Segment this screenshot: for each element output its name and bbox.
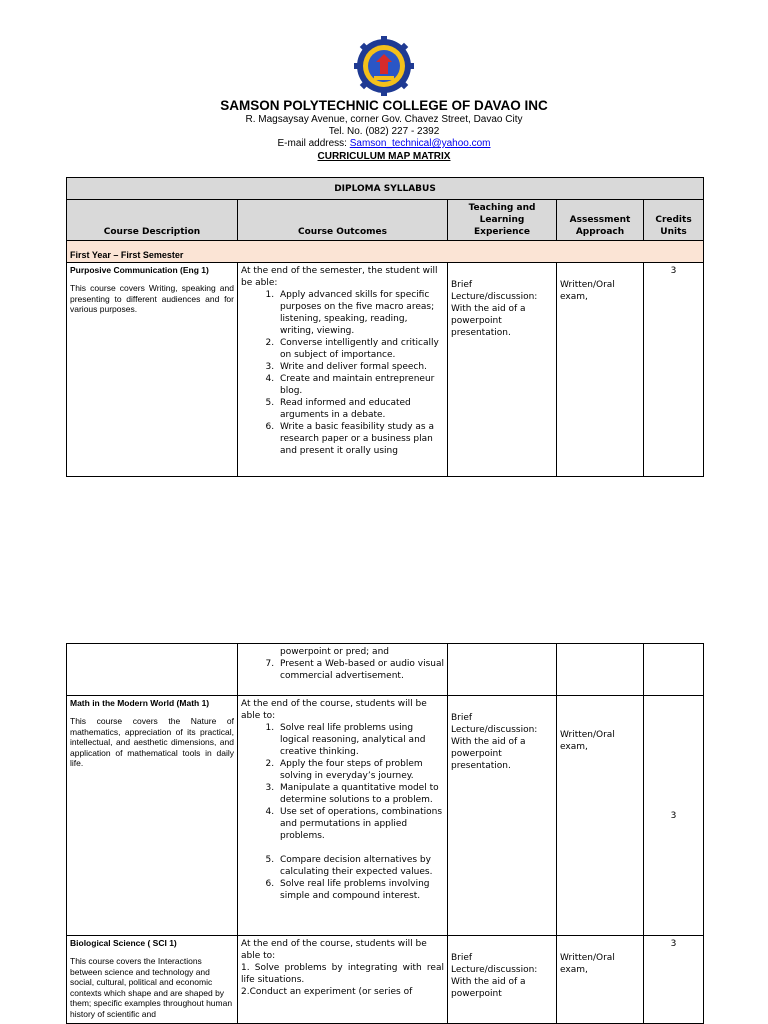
course-title: Math in the Modern World (Math 1) <box>70 698 210 708</box>
teaching-cell <box>448 936 557 1024</box>
table-row <box>67 696 704 936</box>
col-header-assessment: Assessment Approach <box>557 200 644 241</box>
course-title: Biological Science ( SCI 1) <box>70 938 177 948</box>
teaching-text: Brief Lecture/discussion: With the aid of a powerpoint <box>451 953 538 999</box>
col-header-teaching: Teaching and Learning Experience <box>448 200 557 241</box>
list-item: 1. Solve real life problems using logical reasoning, analytical and creative thinking. <box>277 722 444 758</box>
list-item: 7. Present a Web-based or audio visual commercial advertisement. <box>277 658 444 682</box>
outcomes-intro: At the end of the semester, the student will be able: <box>241 266 438 288</box>
list-item: 1. Solve problems by integrating with real life situations. <box>241 963 444 985</box>
col-header-description: Course Description <box>67 200 238 241</box>
assessment-text: Written/Oral exam, <box>560 730 615 752</box>
outcomes-list <box>241 289 444 457</box>
assessment-text: Written/Oral exam, <box>560 953 615 975</box>
list-item: 2. Converse intelligently and critically on subject of importance. <box>277 337 444 361</box>
course-outcomes-cell <box>238 936 448 1024</box>
course-description: This course covers Writing, speaking and presenting to different audiences and for various purposes. <box>70 283 234 314</box>
course-title: Purposive Communication (Eng 1) <box>70 265 209 275</box>
outcomes-intro: At the end of the course, students will be able to: <box>241 699 427 721</box>
list-item: 6. Solve real life problems involving simple and compound interest. <box>277 878 444 902</box>
table-banner: DIPLOMA SYLLABUS <box>67 178 704 200</box>
credits-cell: 3 <box>644 263 704 477</box>
college-name: SAMSON POLYTECHNIC COLLEGE OF DAVAO INC <box>220 98 548 113</box>
document-title: CURRICULUM MAP MATRIX <box>317 151 451 162</box>
table-row <box>67 936 704 1024</box>
email-link[interactable]: Samson_technical@yahoo.com <box>349 138 491 149</box>
assessment-cell <box>557 644 644 696</box>
list-item: 5. Read informed and educated arguments in a debate. <box>277 397 444 421</box>
teaching-cell <box>448 263 557 477</box>
assessment-text: Written/Oral exam, <box>560 280 615 302</box>
credits-cell: 3 <box>644 696 704 936</box>
outcomes-list <box>241 962 444 998</box>
table-row <box>67 263 704 477</box>
credits-cell: 3 <box>644 936 704 1024</box>
list-item: 5. Compare decision alternatives by calculating their expected values. <box>277 854 444 878</box>
assessment-cell <box>557 696 644 936</box>
course-description: This course covers the Nature of mathematics, appreciation of its practical, intellectual, and aesthetic dimensions, and application of mathematical tools in daily life. <box>70 716 234 768</box>
outcomes-list <box>241 722 444 842</box>
col-header-outcomes: Course Outcomes <box>238 200 448 241</box>
course-description-cell <box>67 263 238 477</box>
teaching-text: Brief Lecture/discussion: With the aid of a powerpoint presentation. <box>451 280 538 338</box>
list-item: 4. Create and maintain entrepreneur blog. <box>277 373 444 397</box>
teaching-cell <box>448 644 557 696</box>
course-description-cell <box>67 644 238 696</box>
college-email-line <box>0 138 768 149</box>
outcomes-continued: powerpoint or pred; and <box>280 647 389 657</box>
curriculum-table-part-1 <box>66 177 704 477</box>
assessment-cell <box>557 263 644 477</box>
col-header-credits: Credits Units <box>644 200 704 241</box>
list-item: 3. Write and deliver formal speech. <box>277 361 444 373</box>
list-item: 2. Apply the four steps of problem solving in everyday’s journey. <box>277 758 444 782</box>
college-telephone: Tel. No. (082) 227 - 2392 <box>328 126 440 137</box>
assessment-cell <box>557 936 644 1024</box>
outcomes-intro: At the end of the course, students will be able to: <box>241 939 427 961</box>
list-item: 4. Use set of operations, combinations and permutations in applied problems. <box>277 806 444 842</box>
semester-heading: First Year – First Semester <box>67 241 704 263</box>
course-outcomes-cell <box>238 644 448 696</box>
course-description-cell <box>67 936 238 1024</box>
list-item: 1. Apply advanced skills for specific purposes on the five macro areas; listening, speaking, reading, writing, viewing. <box>277 289 444 337</box>
list-item: 6. Write a basic feasibility study as a research paper or a business plan and present it orally using <box>277 421 444 457</box>
outcomes-list <box>241 854 444 902</box>
table-row <box>67 644 704 696</box>
credits-cell <box>644 644 704 696</box>
college-seal-logo <box>344 36 424 96</box>
email-label: E-mail address: <box>277 138 350 149</box>
course-outcomes-cell <box>238 263 448 477</box>
course-outcomes-cell <box>238 696 448 936</box>
list-item: 2.Conduct an experiment (or series of <box>241 987 413 997</box>
teaching-cell <box>448 696 557 936</box>
curriculum-table-part-2 <box>66 643 704 1024</box>
course-description-cell <box>67 696 238 936</box>
college-address: R. Magsaysay Avenue, corner Gov. Chavez Street, Davao City <box>245 114 523 125</box>
teaching-text: Brief Lecture/discussion: With the aid of a powerpoint presentation. <box>451 713 538 771</box>
outcomes-list <box>241 658 444 682</box>
course-description: This course covers the Interactions between science and technology and social, cultural, political and economic contexts which shape and are shaped by them; specific examples throughout human history of scientific and <box>70 956 233 1019</box>
list-item: 3. Manipulate a quantitative model to determine solutions to a problem. <box>277 782 444 806</box>
